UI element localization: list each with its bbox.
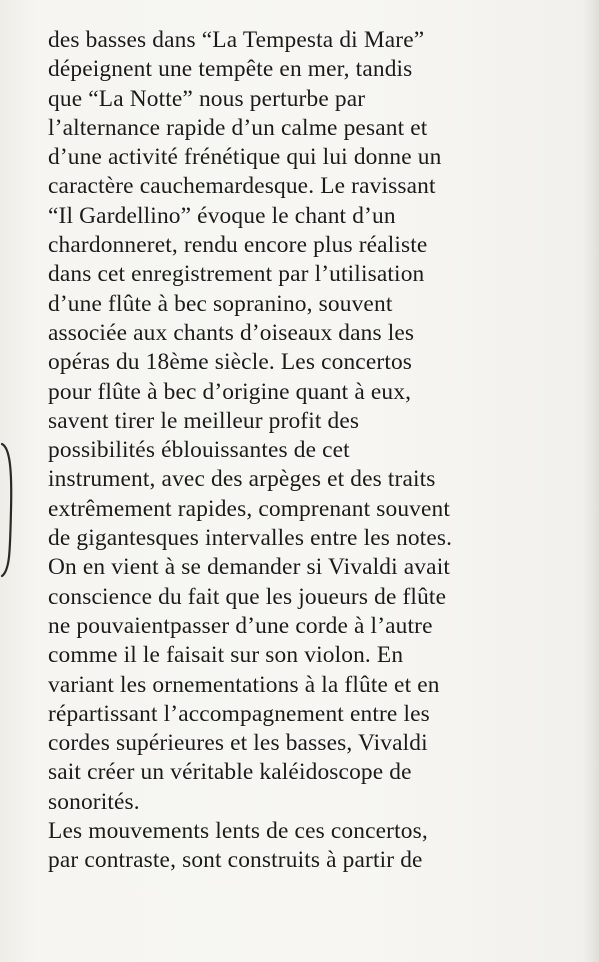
text-line: chardonneret, rendu encore plus réaliste [48,232,428,259]
text-line: associée aux chants d’oiseaux dans les [48,319,415,346]
text-line: sait créer un véritable kaléidoscope de [48,759,412,786]
text-line: sonorités. [48,788,140,815]
text-line: de gigantesques intervalles entre les notes. [48,525,453,552]
text-line: Les mouvements lents de ces concertos, [48,818,428,845]
text-line: ne pouvaientpasser d’une corde à l’autre [48,612,433,639]
text-line: que “La Notte” nous perturbe par [48,85,366,112]
text-line: savent tirer le meilleur profit des [48,407,360,434]
bracket-mark [0,440,14,580]
text-line: d’une activité frénétique qui lui donne un [48,144,442,171]
text-line: “Il Gardellino” évoque le chant d’un [48,202,396,229]
body-text [48,26,578,876]
text-line: conscience du fait que les joueurs de flûte [48,583,447,610]
page-edge-shadow [583,0,599,962]
text-line: par contraste, sont construits à partir de [48,847,423,874]
text-line: dépeignent une tempête en mer, tandis [48,56,413,83]
text-line: extrêmement rapides, comprenant souvent [48,495,451,522]
text-line: caractère cauchemardesque. Le ravissant [48,173,436,200]
text-line: possibilités éblouissantes de cet [48,437,350,464]
text-line: On en vient à se demander si Vivaldi avait [48,554,450,581]
text-line: dans cet enregistrement par l’utilisation [48,261,425,288]
text-line: l’alternance rapide d’un calme pesant et [48,114,428,141]
text-line: variant les ornementations à la flûte et en [48,671,440,698]
text-line: d’une flûte à bec sopranino, souvent [48,290,393,317]
paragraph-1 [48,26,578,817]
text-line: des basses dans “La Tempesta di Mare” [48,27,425,53]
text-line: comme il le faisait sur son violon. En [48,642,404,669]
text-line: cordes supérieures et les basses, Vivaldi [48,730,428,757]
text-line: instrument, avec des arpèges et des traits [48,466,436,493]
paragraph-2 [48,817,578,876]
text-line: pour flûte à bec d’origine quant à eux, [48,378,412,405]
text-line: répartissant l’accompagnement entre les [48,700,430,727]
text-line: opéras du 18ème siècle. Les concertos [48,349,413,376]
